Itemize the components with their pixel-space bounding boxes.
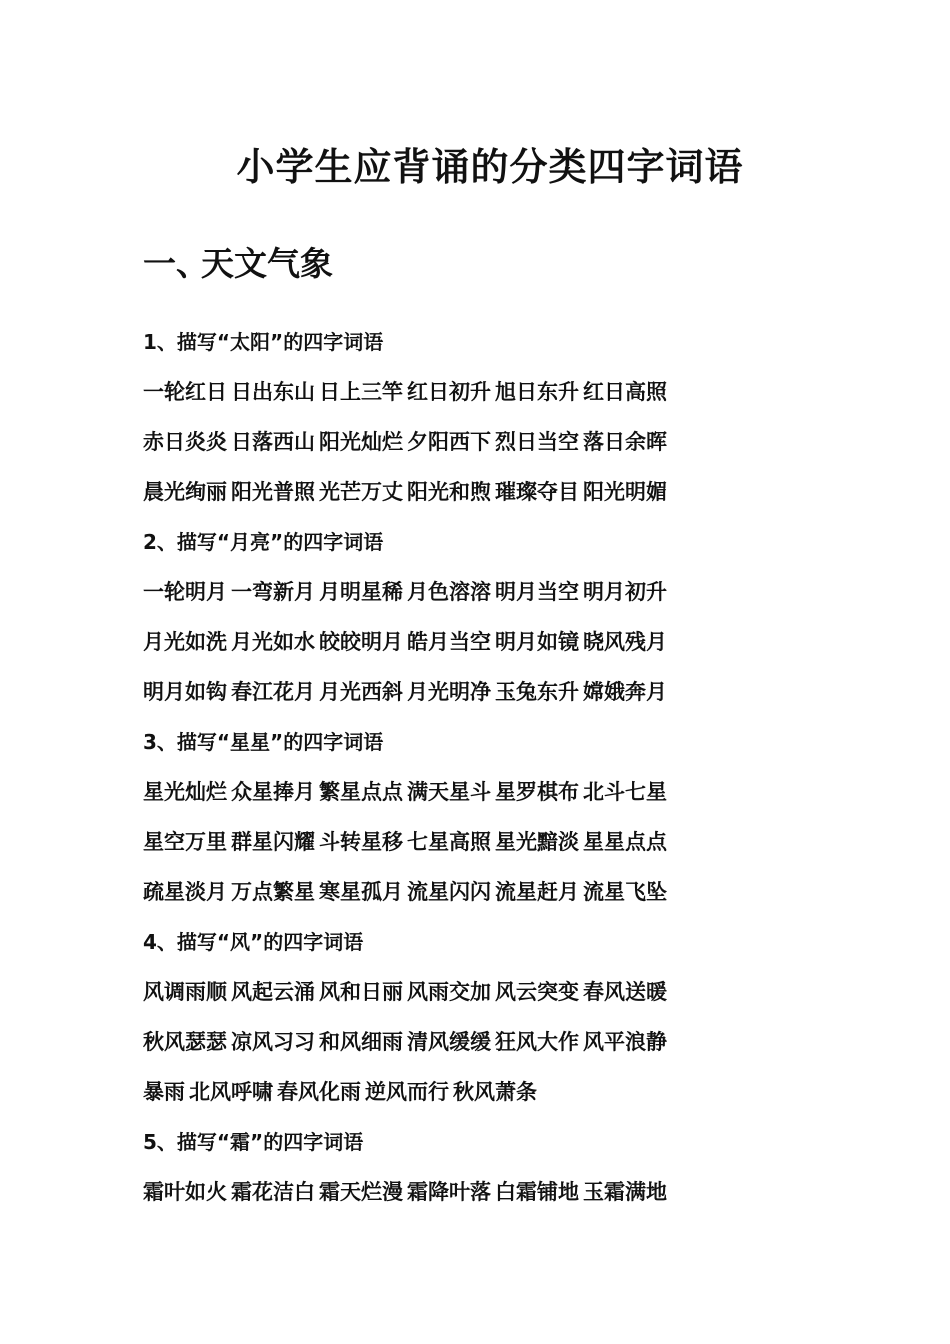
phrase: 一弯新月 — [231, 580, 315, 604]
section-heading — [143, 238, 333, 285]
phrase-row — [143, 467, 763, 517]
phrase-row — [143, 767, 763, 817]
page-title: 小学生应背诵的分类四字词语 — [236, 145, 744, 189]
phrase: 流星飞坠 — [583, 880, 667, 904]
phrase: 风起云涌 — [231, 980, 315, 1004]
phrase: 日出东山 — [231, 380, 315, 404]
phrase: 万点繁星 — [231, 880, 315, 904]
phrase-row — [143, 567, 763, 617]
phrase: 月色溶溶 — [407, 580, 491, 604]
phrase: 月光如水 — [231, 630, 315, 654]
phrase: 七星高照 — [407, 830, 491, 854]
phrase-row — [143, 417, 763, 467]
phrase-row — [143, 967, 763, 1017]
phrase: 璀璨夺目 — [495, 480, 579, 504]
phrase: 秋风萧条 — [453, 1080, 537, 1104]
phrase: 赤日炎炎 — [143, 430, 227, 454]
phrase: 风雨交加 — [407, 980, 491, 1004]
phrase-row — [143, 1067, 763, 1117]
phrase: 白霜铺地 — [495, 1180, 579, 1204]
phrase: 阳光普照 — [231, 480, 315, 504]
phrase: 日上三竿 — [319, 380, 403, 404]
phrase: 暴雨 — [143, 1080, 185, 1104]
phrase: 晨光绚丽 — [143, 480, 227, 504]
phrase: 明月当空 — [495, 580, 579, 604]
phrase: 繁星点点 — [319, 780, 403, 804]
phrase-row — [143, 867, 763, 917]
phrase: 皓月当空 — [407, 630, 491, 654]
phrase: 一轮明月 — [143, 580, 227, 604]
phrase: 旭日东升 — [495, 380, 579, 404]
phrase: 玉兔东升 — [495, 680, 579, 704]
phrase: 凉风习习 — [231, 1030, 315, 1054]
subsection-heading: 3、描写“星星”的四字词语 — [143, 730, 384, 754]
phrase: 一轮红日 — [143, 380, 227, 404]
phrase: 阳光明媚 — [583, 480, 667, 504]
phrase: 寒星孤月 — [319, 880, 403, 904]
phrase: 风平浪静 — [583, 1030, 667, 1054]
phrase-row — [143, 617, 763, 667]
subsection-heading: 1、描写“太阳”的四字词语 — [143, 330, 384, 354]
phrase: 星空万里 — [143, 830, 227, 854]
section-number: 一、 — [143, 244, 209, 283]
phrase-row — [143, 367, 763, 417]
phrase: 玉霜满地 — [583, 1180, 667, 1204]
subsection-heading: 5、描写“霜”的四字词语 — [143, 1130, 364, 1154]
phrase: 霜花洁白 — [231, 1180, 315, 1204]
subsection-heading: 2、描写“月亮”的四字词语 — [143, 530, 384, 554]
phrase: 北风呼啸 — [189, 1080, 273, 1104]
phrase: 风云突变 — [495, 980, 579, 1004]
phrase-row — [143, 667, 763, 717]
phrase: 风和日丽 — [319, 980, 403, 1004]
phrase: 狂风大作 — [495, 1030, 579, 1054]
phrase: 红日初升 — [407, 380, 491, 404]
phrase: 月明星稀 — [319, 580, 403, 604]
phrase: 落日余晖 — [583, 430, 667, 454]
phrase: 流星赶月 — [495, 880, 579, 904]
subsection-heading: 4、描写“风”的四字词语 — [143, 930, 364, 954]
phrase: 光芒万丈 — [319, 480, 403, 504]
phrase: 星罗棋布 — [495, 780, 579, 804]
phrase: 霜降叶落 — [407, 1180, 491, 1204]
phrase: 月光如洗 — [143, 630, 227, 654]
phrase: 阳光灿烂 — [319, 430, 403, 454]
phrase: 春风化雨 — [277, 1080, 361, 1104]
phrase: 春风送暖 — [583, 980, 667, 1004]
phrase-row — [143, 817, 763, 867]
phrase: 月光西斜 — [319, 680, 403, 704]
phrase: 明月如镜 — [495, 630, 579, 654]
phrase: 疏星淡月 — [143, 880, 227, 904]
phrase: 烈日当空 — [495, 430, 579, 454]
phrase: 霜叶如火 — [143, 1180, 227, 1204]
phrase: 逆风而行 — [365, 1080, 449, 1104]
phrase: 嫦娥奔月 — [583, 680, 667, 704]
phrase: 清风缓缓 — [407, 1030, 491, 1054]
phrase: 流星闪闪 — [407, 880, 491, 904]
phrase: 风调雨顺 — [143, 980, 227, 1004]
phrase: 明月如钩 — [143, 680, 227, 704]
phrase: 霜天烂漫 — [319, 1180, 403, 1204]
phrase: 群星闪耀 — [231, 830, 315, 854]
phrase: 阳光和煦 — [407, 480, 491, 504]
phrase-row — [143, 1167, 763, 1217]
phrase: 日落西山 — [231, 430, 315, 454]
phrase: 星光灿烂 — [143, 780, 227, 804]
phrase: 星光黯淡 — [495, 830, 579, 854]
phrase-row — [143, 1017, 763, 1067]
phrase: 星星点点 — [583, 830, 667, 854]
phrase: 明月初升 — [583, 580, 667, 604]
phrase: 月光明净 — [407, 680, 491, 704]
phrase: 和风细雨 — [319, 1030, 403, 1054]
document-body — [143, 317, 763, 1217]
phrase: 众星捧月 — [231, 780, 315, 804]
phrase: 秋风瑟瑟 — [143, 1030, 227, 1054]
section-name: 天文气象 — [201, 244, 333, 283]
phrase: 满天星斗 — [407, 780, 491, 804]
phrase: 晓风残月 — [583, 630, 667, 654]
phrase: 斗转星移 — [319, 830, 403, 854]
phrase: 红日高照 — [583, 380, 667, 404]
phrase: 夕阳西下 — [407, 430, 491, 454]
phrase: 北斗七星 — [583, 780, 667, 804]
phrase: 春江花月 — [231, 680, 315, 704]
phrase: 皎皎明月 — [319, 630, 403, 654]
